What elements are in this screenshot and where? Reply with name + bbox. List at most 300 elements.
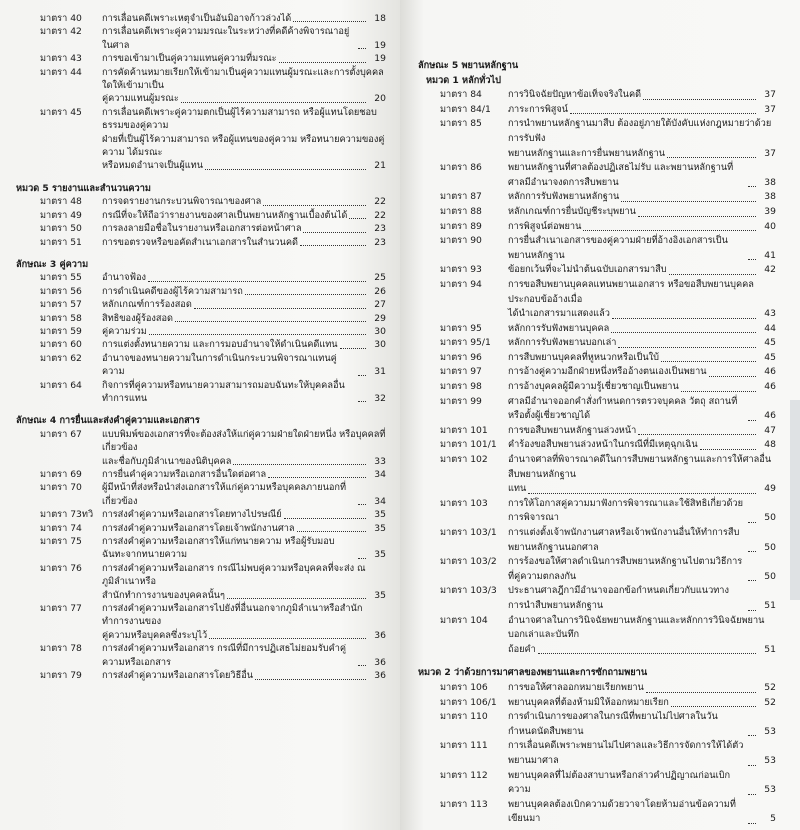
section-number: มาตรา 56 (40, 285, 82, 297)
toc-entry (418, 395, 776, 424)
section-number: มาตรา 70 (40, 482, 82, 494)
toc-right-column (418, 59, 776, 827)
page-number: 31 (374, 366, 386, 378)
dot-leader (538, 653, 756, 654)
section-number: มาตรา 106 (440, 681, 488, 693)
entry-title: การส่งคำคู่ความหรือเอกสารโดยเจ้าพนักงานศาล (102, 522, 295, 534)
entry-line (102, 159, 386, 172)
section-number: มาตรา 94 (440, 278, 482, 290)
entry-line (508, 769, 776, 798)
dot-leader (148, 281, 366, 282)
dot-leader (528, 493, 756, 494)
entry-title: การนำพยานหลักฐานมาสืบ ต้องอยู่ภายใต้บังคับแห่งกฎหมายว่าด้วยการรับฟัง (508, 118, 772, 144)
entry-line (508, 798, 776, 827)
toc-entry (16, 379, 386, 406)
page-number: 45 (764, 337, 776, 349)
page-number: 38 (764, 176, 776, 188)
page-number: 29 (374, 312, 386, 324)
entry-title: อำนาจศาลที่พิจารณาคดีในการสืบพยานหลักฐานและการให้ศาลอื่นสืบพยานหลักฐาน (508, 454, 772, 480)
entry-line (102, 602, 386, 629)
entry-title: สิทธิของผู้ร้องสอด (102, 312, 173, 324)
section-number: มาตรา 74 (40, 522, 82, 534)
entry-title: หลักการรับฟังพยานบุคคล (508, 322, 610, 334)
entry-line (102, 92, 386, 105)
page-number: 53 (764, 784, 776, 796)
entry-line (102, 271, 386, 284)
entry-title: หลักการรับฟังพยานหลักฐาน (508, 191, 620, 203)
page-number: 34 (374, 495, 386, 507)
entry-title: การเลื่อนคดีเพราะเหตุจำเป็นอันมิอาจก้าวล่วงได้ (102, 13, 292, 24)
page-number: 53 (764, 754, 776, 766)
page-number: 40 (764, 220, 776, 232)
entry-title: คำร้องขอสืบพยานล่วงหน้าในกรณีที่มีเหตุฉุกเฉิน (508, 439, 698, 451)
toc-entry (16, 468, 386, 481)
entry-line (102, 195, 386, 208)
toc-entry (418, 681, 776, 696)
entry-line (508, 161, 776, 190)
dot-leader (358, 504, 366, 505)
page-number: 32 (374, 392, 386, 404)
entry-body (102, 602, 386, 642)
entry-title: พยานบุคคลที่ไม่ต้องสาบานหรือกล่าวคำปฏิญาณก่อนเบิกความ (508, 769, 731, 796)
page-number: 46 (764, 381, 776, 393)
toc-entry (16, 298, 386, 311)
dot-leader (255, 679, 366, 680)
dot-leader (748, 259, 756, 260)
dot-leader (748, 551, 756, 552)
toc-entry (418, 497, 776, 526)
page-number: 35 (374, 549, 386, 561)
section-heading: ลักษณะ 3 คู่ความ (16, 258, 89, 270)
entry-title: กิจการที่คู่ความหรือทนายความสามารถมอบฉันทะให้บุคคลอื่นทำการแทน (102, 379, 345, 404)
toc-entry (418, 380, 776, 395)
entry-body (508, 103, 776, 118)
entry-line (508, 453, 776, 482)
toc-entry (16, 312, 386, 325)
page-number: 33 (374, 455, 386, 467)
entry-body (102, 298, 386, 311)
page-number: 18 (374, 13, 386, 24)
entry-line (102, 428, 386, 455)
entry-body (102, 642, 386, 669)
entry-body (102, 271, 386, 284)
page-number: 37 (764, 89, 776, 101)
entry-line (102, 66, 386, 93)
toc-entry (418, 190, 776, 205)
toc-entry (16, 508, 386, 521)
toc-entry (16, 236, 386, 249)
entry-body (508, 351, 776, 366)
toc-entry (16, 522, 386, 535)
toc-entry (418, 710, 776, 739)
section-number: มาตรา 96 (440, 351, 482, 363)
page-number: 45 (764, 351, 776, 363)
entry-title: การเลื่อนคดีเพราะพยานไม่ไปศาลและวิธีการจัดการให้ได้ตัวพยานมาศาล (508, 740, 744, 766)
page-number: 42 (764, 264, 776, 276)
entry-title: และชื่อกับภูมิลำเนาของนิติบุคคล (102, 455, 232, 467)
entry-line (508, 395, 776, 424)
entry-line (508, 307, 776, 322)
entry-title: พยานหลักฐานและการยื่นพยานหลักฐาน (508, 147, 666, 159)
entry-body (102, 12, 386, 25)
entry-title: การยื่นสำเนาเอกสารของคู่ความฝ่ายที่อ้างอิงเอกสารเป็นพยานหลักฐาน (508, 235, 728, 261)
entry-line (508, 380, 776, 395)
dot-leader (263, 205, 366, 206)
entry-title: สำนักทำการงานของบุคคลนั้นๆ (102, 589, 225, 601)
entry-line (102, 481, 386, 508)
dot-leader (748, 765, 756, 766)
section-number: มาตรา 84 (440, 89, 482, 101)
entry-line (102, 222, 386, 235)
entry-title: อำนาจศาลในการวินิจฉัยพยานหลักฐานและหลักการวินิจฉัยพยานบอกเล่าและบันทึก (508, 614, 765, 641)
toc-entry (16, 25, 386, 52)
entry-title: ฝ่ายที่เป็นผู้ไร้ความสามารถ หรือผู้แทนของคู่ความ หรือทนายความของคู่ความ ได้มรณะ (102, 133, 385, 159)
page-number: 23 (374, 236, 386, 248)
dot-leader (748, 522, 756, 523)
entry-line (508, 497, 776, 526)
page-number: 23 (374, 223, 386, 235)
toc-entry (16, 106, 386, 173)
page-number: 30 (374, 339, 386, 351)
toc-entry (16, 602, 386, 642)
toc-entry (418, 769, 776, 798)
page-number: 44 (764, 322, 776, 334)
section-heading: หมวด 2 ว่าด้วยการมาศาลของพยานและการซักถามพยาน (418, 667, 648, 679)
section-number: มาตรา 51 (40, 236, 82, 248)
section-heading: หมวด 5 รายงานและสำนวนความ (16, 182, 151, 194)
toc-entry (16, 428, 386, 468)
entry-line (102, 298, 386, 311)
entry-title: พยานหลักฐานที่ศาลต้องปฏิเสธไม่รับ และพยานหลักฐานที่ศาลมีอำนาจงดการสืบพยาน (508, 162, 734, 188)
dot-leader (358, 558, 366, 559)
section-number: มาตรา 110 (440, 711, 488, 723)
entry-title: การวินิจฉัยปัญหาข้อเท็จจริงในคดี (508, 89, 642, 101)
entry-line (508, 482, 776, 497)
entry-body (102, 535, 386, 562)
entry-line (102, 133, 386, 160)
entry-body (508, 555, 776, 584)
page-number: 36 (374, 670, 386, 682)
entry-line (508, 117, 776, 146)
entry-line (508, 526, 776, 555)
entry-line (102, 12, 386, 25)
entry-title: การคัดค้านหมายเรียกให้เข้ามาเป็นคู่ความแทนผู้มรณะและการตั้งบุคคลใดให้เข้ามาเป็น (102, 66, 384, 92)
entry-line (508, 739, 776, 768)
section-number: มาตรา 113 (440, 798, 488, 810)
entry-body (102, 468, 386, 481)
section-number: มาตรา 95 (440, 322, 482, 334)
entry-body (102, 669, 386, 682)
entry-title: การแต่งตั้งทนายความ และการมอบอำนาจให้ดำเนินคดีแทน (102, 339, 338, 351)
section-number: มาตรา 69 (40, 469, 82, 480)
section-number: มาตรา 99 (440, 395, 482, 407)
toc-entry (16, 325, 386, 338)
toc-entry (418, 453, 776, 497)
section-number: มาตรา 101 (440, 424, 488, 436)
entry-line (102, 629, 386, 642)
entry-title: การขอเข้ามาเป็นคู่ความแทนคู่ความที่มรณะ (102, 53, 277, 65)
entry-title: การจดรายงานกระบวนพิจารณาของศาล (102, 196, 262, 208)
entry-title: ประธานศาลฎีกามีอำนาจออกข้อกำหนดเกี่ยวกับแนวทางการนำสืบพยานหลักฐาน (508, 585, 729, 611)
entry-line (508, 322, 776, 337)
entry-title: หลักการรับฟังพยานบอกเล่า (508, 337, 617, 349)
toc-entry (418, 322, 776, 337)
entry-body (508, 117, 776, 161)
dot-leader (612, 318, 756, 319)
section-heading: ลักษณะ 4 การยื่นและส่งคำคู่ความและเอกสาร (16, 415, 200, 427)
entry-body (102, 379, 386, 406)
dot-leader (621, 201, 756, 202)
entry-title: การลงลายมือชื่อในรายงานหรือเอกสารต่อหน้าศาล (102, 223, 302, 235)
section-number: มาตรา 103 (440, 497, 488, 509)
page-number: 34 (374, 469, 386, 480)
entry-title: การขอสืบพยานหลักฐานล่วงหน้า (508, 424, 637, 436)
dot-leader (748, 823, 756, 824)
entry-line (508, 234, 776, 263)
page-number: 5 (770, 813, 776, 825)
section-number: มาตรา 62 (40, 352, 82, 364)
entry-line (508, 555, 776, 584)
page-number: 52 (764, 696, 776, 708)
entry-title: การส่งคำคู่ความหรือเอกสารโดยวิธีอื่น (102, 670, 254, 682)
chapter-heading: หมวด 1 หลักทั่วไป (426, 74, 501, 86)
page-number: 47 (764, 424, 776, 436)
page-number: 25 (374, 272, 386, 284)
entry-body (508, 88, 776, 103)
toc-entry (418, 263, 776, 278)
toc-entry (16, 52, 386, 65)
entry-body (508, 263, 776, 278)
entry-title: อำนาจฟ้อง (102, 272, 147, 284)
dot-leader (638, 434, 756, 435)
entry-line (508, 365, 776, 380)
section-number: มาตรา 95/1 (440, 337, 491, 349)
entry-line (102, 312, 386, 325)
toc-entry (418, 798, 776, 827)
entry-line (508, 614, 776, 643)
entry-body (102, 209, 386, 222)
scanner-watermark (790, 400, 800, 600)
section-number: มาตรา 75 (40, 536, 82, 548)
page-number: 30 (374, 325, 386, 337)
entry-title: การร้องขอให้ศาลดำเนินการสืบพยานหลักฐานไปตามวิธีการที่คู่ความตกลงกัน (508, 556, 743, 582)
section-number: มาตรา 40 (40, 13, 82, 24)
entry-title: การส่งคำคู่ความหรือเอกสาร กรณีไม่พบคู่ความหรือบุคคลที่จะส่ง ณ ภูมิลำเนาหรือ (102, 562, 366, 588)
page-number: 20 (374, 93, 386, 105)
page-number: 53 (764, 725, 776, 737)
page-number: 51 (764, 643, 776, 655)
entry-body (102, 481, 386, 508)
entry-title: การเลื่อนคดีเพราะคู่ความมรณะในระหว่างที่คดีค้างพิจารณาอยู่ในศาล (102, 26, 350, 51)
entry-body (102, 562, 386, 602)
entry-title: ข้อยกเว้นที่จะไม่นำต้นฉบับเอกสารมาสืบ (508, 264, 667, 276)
entry-line (102, 669, 386, 682)
entry-body (508, 190, 776, 205)
entry-line (102, 325, 386, 338)
entry-line (508, 278, 776, 307)
right-page (400, 0, 800, 830)
dot-leader (661, 361, 756, 362)
entry-line (102, 589, 386, 602)
dot-leader (669, 274, 756, 275)
entry-body (508, 769, 776, 798)
toc-entry (418, 205, 776, 220)
section-number: มาตรา 101/1 (440, 439, 497, 451)
dot-leader (349, 218, 366, 219)
entry-body (102, 222, 386, 235)
entry-line (508, 103, 776, 118)
entry-body (508, 161, 776, 190)
entry-body (102, 195, 386, 208)
entry-body (102, 106, 386, 173)
section-number: มาตรา 44 (40, 66, 82, 78)
toc-entry (418, 117, 776, 161)
toc-entry (418, 365, 776, 380)
dot-leader (175, 321, 366, 322)
dot-leader (681, 391, 756, 392)
entry-body (102, 428, 386, 468)
entry-body (508, 278, 776, 322)
section-number: มาตรา 90 (440, 235, 482, 247)
dot-leader (748, 610, 756, 611)
page-number: 41 (764, 249, 776, 261)
entry-body (508, 322, 776, 337)
page-number: 39 (764, 205, 776, 217)
entry-title: การสืบพยานบุคคลที่หูหนวกหรือเป็นใบ้ (508, 351, 659, 363)
section-number: มาตรา 88 (440, 205, 482, 217)
toc-entry (16, 338, 386, 351)
entry-title: การอ้างคู่ความอีกฝ่ายหนึ่งหรืออ้างตนเองเป็นพยาน (508, 366, 707, 378)
entry-title: ผู้มีหน้าที่ส่งหรือนำส่งเอกสารให้แก่คู่ความหรือบุคคลภายนอกที่เกี่ยวข้อง (102, 482, 347, 507)
entry-body (508, 234, 776, 263)
entry-body (508, 584, 776, 613)
toc-entry (418, 526, 776, 555)
entry-line (102, 535, 386, 562)
entry-line (102, 508, 386, 521)
entry-body (508, 798, 776, 827)
dot-leader (268, 477, 366, 478)
toc-entry (418, 555, 776, 584)
section-number: มาตรา 64 (40, 379, 82, 391)
entry-body (102, 522, 386, 535)
toc-entry (418, 739, 776, 768)
entry-title: อำนาจของทนายความในการดำเนินกระบวนพิจารณาแทนคู่ความ (102, 352, 337, 378)
dot-leader (300, 245, 366, 246)
entry-title: การขอสืบพยานบุคคลแทนพยานเอกสาร หรือขอสืบพยานบุคคลประกอบข้ออ้างเมื่อ (508, 278, 754, 305)
entry-body (508, 681, 776, 696)
page-number: 19 (374, 39, 386, 51)
page-number: 22 (374, 196, 386, 208)
section-number: มาตรา 59 (40, 325, 82, 337)
entry-body (508, 336, 776, 351)
entry-body (102, 312, 386, 325)
section-number: มาตรา 97 (440, 366, 482, 378)
entry-title: การส่งคำคู่ความหรือเอกสาร กรณีที่มีการปฏิเสธไม่ยอมรับคำคู่ความหรือเอกสาร (102, 643, 347, 668)
entry-line (102, 642, 386, 669)
entry-line (508, 205, 776, 220)
section-number: มาตรา 106/1 (440, 696, 497, 708)
section-number: มาตรา 112 (440, 769, 488, 781)
toc-entry (418, 424, 776, 439)
dot-leader (279, 62, 366, 63)
dot-leader (284, 518, 367, 519)
toc-entry (418, 278, 776, 322)
entry-title: การแต่งตั้งเจ้าพนักงานศาลหรือเจ้าพนักงานอื่นให้ทำการสืบพยานหลักฐานนอกศาล (508, 527, 740, 553)
entry-line (508, 584, 776, 613)
dot-leader (340, 348, 366, 349)
entry-title: การอ้างบุคคลผู้มีความรู้เชี่ยวชาญเป็นพยาน (508, 381, 679, 393)
entry-title: ได้นำเอกสารมาแสดงแล้ว (508, 308, 610, 320)
entry-title: การดำเนินคดีของผู้ไร้ความสามารถ (102, 285, 243, 297)
entry-title: กรณีที่จะให้ถือว่ารายงานของศาลเป็นพยานหลักฐานเบื้องต้นได้ (102, 209, 348, 221)
dot-leader (748, 735, 756, 736)
entry-title: หลักเกณฑ์การยื่นบัญชีระบุพยาน (508, 205, 636, 217)
page-number: 37 (764, 147, 776, 159)
entry-title: คู่ความแทนผู้มรณะ (102, 93, 179, 105)
entry-body (508, 526, 776, 555)
dot-leader (303, 232, 366, 233)
entry-line (102, 338, 386, 351)
section-number: มาตรา 102 (440, 454, 488, 466)
toc-entry (418, 351, 776, 366)
entry-title: การขอให้ศาลออกหมายเรียกพยาน (508, 681, 644, 693)
toc-entry (418, 696, 776, 711)
entry-line (102, 455, 386, 468)
toc-entry (418, 88, 776, 103)
toc-entry (16, 271, 386, 284)
dot-leader (611, 332, 756, 333)
entry-title: การเลื่อนคดีเพราะคู่ความตกเป็นผู้ไร้ความสามารถ หรือผู้แทนโดยชอบธรรมของคู่ความ (102, 106, 377, 132)
dot-leader (297, 531, 366, 532)
section-number: มาตรา 57 (40, 299, 82, 311)
section-number: มาตรา 42 (40, 26, 82, 38)
toc-entry (16, 352, 386, 379)
entry-title: การดำเนินการของศาลในกรณีที่พยานไม่ไปศาลในวันกำหนดนัดสืบพยาน (508, 711, 718, 737)
entry-line (508, 263, 776, 278)
section-number: มาตรา 85 (440, 118, 482, 130)
page-number: 35 (374, 522, 386, 534)
dot-leader (209, 638, 366, 639)
dot-leader (181, 102, 366, 103)
entry-body (508, 395, 776, 424)
section-number: มาตรา 84/1 (440, 103, 491, 115)
entry-line (102, 522, 386, 535)
toc-entry (16, 209, 386, 222)
entry-title: พยานบุคคลต้องเบิกความด้วยวาจาโดยห้ามอ่านข้อความที่เขียนมา (508, 798, 736, 825)
entry-line (508, 336, 776, 351)
entry-line (102, 209, 386, 222)
dot-leader (358, 48, 366, 49)
page-number: 46 (764, 366, 776, 378)
entry-title: ถ้อยคำ (508, 643, 536, 655)
dot-leader (748, 794, 756, 795)
entry-line (508, 438, 776, 453)
dot-leader (358, 665, 366, 666)
toc-entry (16, 481, 386, 508)
entry-title: การขอตรวจหรือขอคัดสำเนาเอกสารในสำนวนคดี (102, 236, 298, 248)
entry-body (508, 380, 776, 395)
section-number: มาตรา 67 (40, 428, 82, 440)
section-number: มาตรา 103/1 (440, 527, 497, 538)
entry-body (102, 66, 386, 106)
page-number: 43 (764, 308, 776, 320)
section-number: มาตรา 77 (40, 603, 82, 615)
dot-leader (748, 580, 756, 581)
section-number: มาตรา 103/3 (440, 585, 497, 597)
section-number: มาตรา 98 (440, 381, 482, 393)
page-number: 19 (374, 53, 386, 65)
dot-leader (618, 347, 756, 348)
